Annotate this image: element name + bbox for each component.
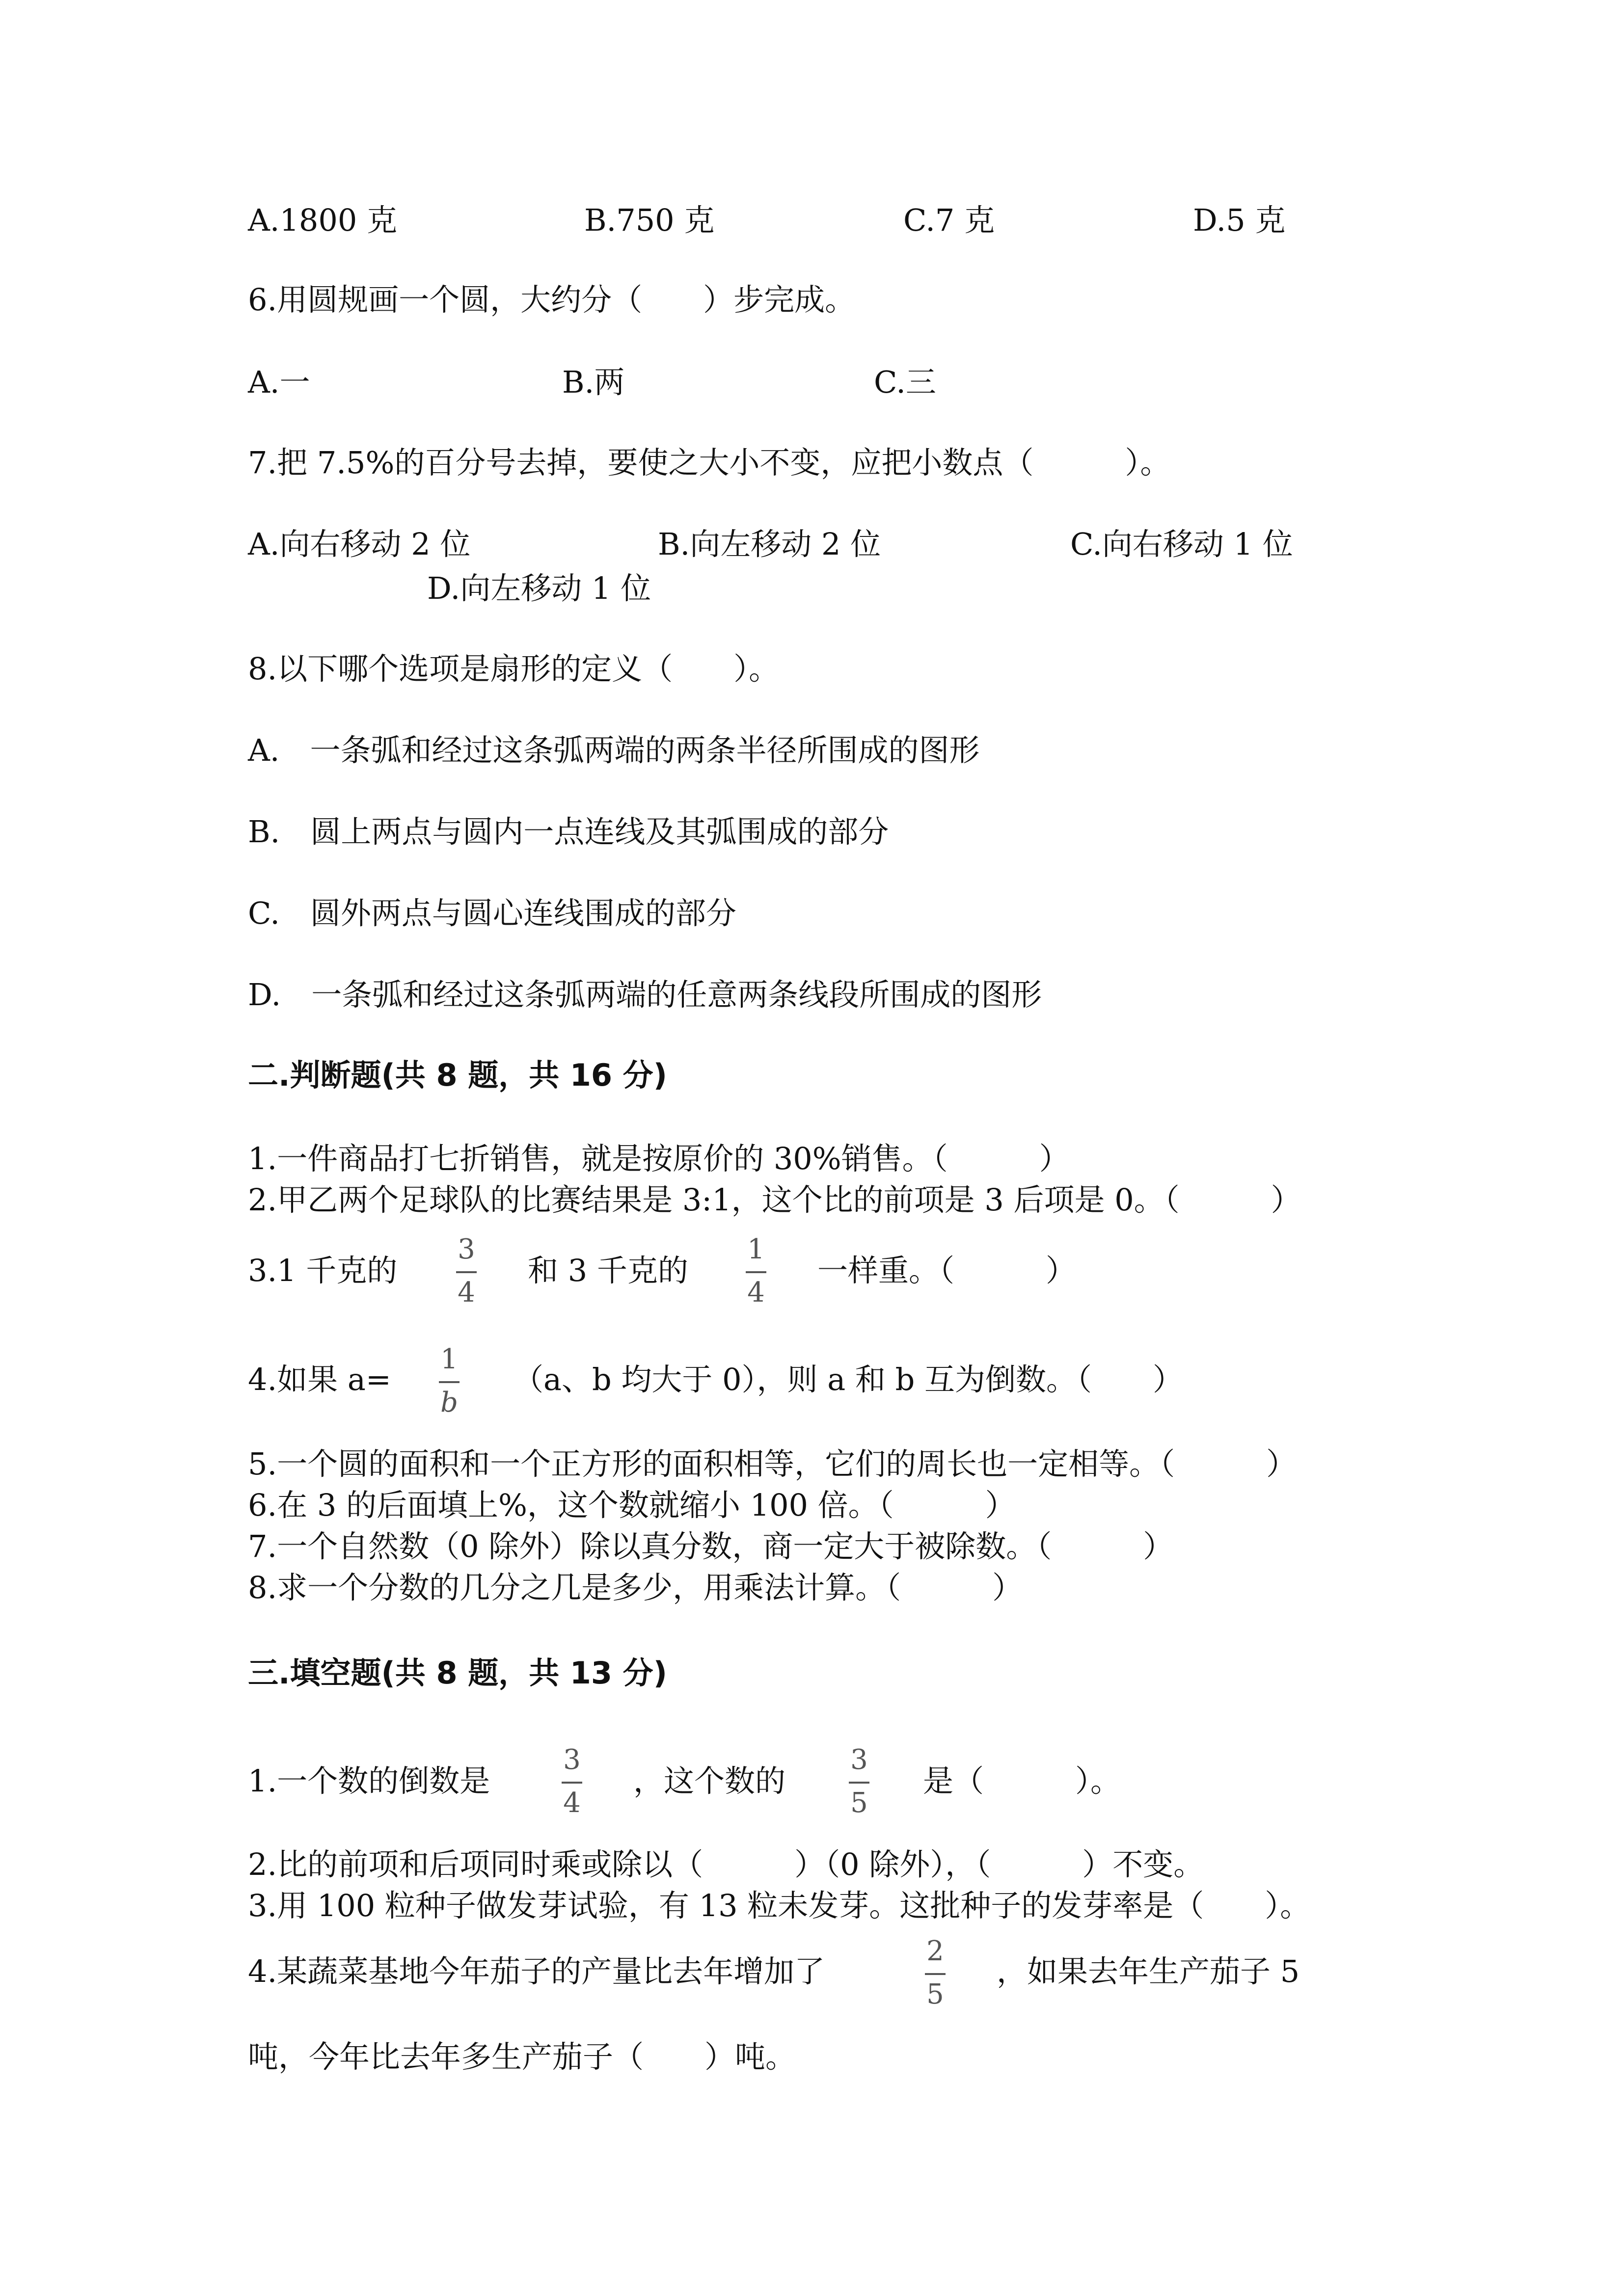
fraction-numerator: 1 (440, 1343, 458, 1375)
q5-option-a: A.1800 克 (248, 202, 397, 238)
q8-option-c: C. 圆外两点与圆心连线围成的部分 (248, 895, 736, 931)
fraction-denominator: b (440, 1387, 458, 1418)
q5-option-b: B.750 克 (584, 202, 715, 238)
fraction-denominator: 5 (850, 1787, 868, 1819)
s3-q1-fraction-1 (555, 1746, 589, 1820)
fraction-denominator: 4 (563, 1787, 581, 1819)
q7-text: 7.把 7.5%的百分号去掉，要使之大小不变，应把小数点（ ）。 (248, 445, 1171, 481)
s3-q4-part2: ，如果去年生产茄子 5 (997, 1953, 1300, 1989)
s2-q6: 6.在 3 的后面填上%，这个数就缩小 100 倍。（ ） (248, 1487, 1016, 1523)
q6-option-b: B.两 (562, 364, 625, 400)
fraction-bar (439, 1381, 460, 1383)
s2-q8: 8.求一个分数的几分之几是多少，用乘法计算。（ ） (248, 1570, 1023, 1605)
q6-option-a: A.一 (248, 364, 310, 400)
fraction-bar (925, 1973, 946, 1975)
s2-q2: 2.甲乙两个足球队的比赛结果是 3:1，这个比的前项是 3 后项是 0。（ ） (248, 1182, 1301, 1218)
q8-text: 8.以下哪个选项是扇形的定义（ ）。 (248, 651, 780, 687)
s2-q3-fraction-1 (449, 1233, 484, 1309)
s2-q3-part2: 和 3 千克的 (528, 1253, 688, 1288)
q5-option-c: C.7 克 (903, 202, 995, 238)
q7-option-c: C.向右移动 1 位 (1070, 526, 1293, 562)
section2-title: 二.判断题(共 8 题，共 16 分) (248, 1057, 667, 1093)
s2-q3-fraction-2 (739, 1233, 773, 1309)
s2-q5: 5.一个圆的面积和一个正方形的面积相等，它们的周长也一定相等。（ ） (248, 1446, 1297, 1482)
s3-q4-part1: 4.某蔬菜基地今年茄子的产量比去年增加了 (248, 1953, 825, 1989)
fraction-denominator: 5 (926, 1978, 944, 2010)
s3-q1-part1: 1.一个数的倒数是 (248, 1763, 490, 1799)
q6-text: 6.用圆规画一个圆，大约分（ ）步完成。 (248, 282, 856, 318)
s3-q3: 3.用 100 粒种子做发芽试验，有 13 粒未发芽。这批种子的发芽率是（ ）。 (248, 1888, 1311, 1923)
q5-option-d: D.5 克 (1193, 202, 1286, 238)
q7-option-d: D.向左移动 1 位 (427, 570, 651, 606)
q8-option-d: D. 一条弧和经过这条弧两端的任意两条线段所围成的图形 (248, 977, 1042, 1013)
s3-q1-part3: 是（ ）。 (923, 1763, 1121, 1799)
section3-title: 三.填空题(共 8 题，共 13 分) (248, 1655, 667, 1691)
s3-q2: 2.比的前项和后项同时乘或除以（ ）（0 除外），（ ）不变。 (248, 1846, 1204, 1882)
fraction-numerator: 3 (458, 1233, 475, 1265)
s2-q4-part1: 4.如果 a= (248, 1362, 391, 1397)
s3-q1-fraction-2 (842, 1746, 876, 1820)
s3-q1-part2: ，这个数的 (633, 1763, 786, 1799)
q8-option-a: A. 一条弧和经过这条弧两端的两条半径所围成的图形 (248, 732, 980, 768)
fraction-bar (562, 1782, 582, 1784)
fraction-numerator: 3 (563, 1744, 581, 1776)
q7-option-b: B.向左移动 2 位 (658, 526, 881, 562)
s2-q3-part3: 一样重。（ ） (817, 1253, 1077, 1288)
q6-option-c: C.三 (874, 364, 936, 400)
fraction-denominator: 4 (747, 1277, 765, 1308)
q8-option-b: B. 圆上两点与圆内一点连线及其弧围成的部分 (248, 814, 889, 850)
s3-q4-fraction (918, 1935, 952, 2011)
s3-q4-line2: 吨，今年比去年多生产茄子（ ）吨。 (248, 2039, 796, 2075)
s2-q7: 7.一个自然数（0 除外）除以真分数，商一定大于被除数。（ ） (248, 1528, 1174, 1564)
fraction-numerator: 1 (747, 1233, 765, 1265)
fraction-bar (746, 1271, 766, 1273)
s2-q4-part2: （a、b 均大于 0），则 a 和 b 互为倒数。（ ） (513, 1362, 1183, 1397)
s2-q3-part1: 3.1 千克的 (248, 1253, 398, 1288)
fraction-bar (849, 1782, 869, 1784)
fraction-denominator: 4 (458, 1277, 475, 1308)
fraction-bar (456, 1271, 477, 1273)
s2-q4-fraction (432, 1343, 466, 1419)
fraction-numerator: 2 (926, 1935, 944, 1967)
q7-option-a: A.向右移动 2 位 (248, 526, 471, 562)
fraction-numerator: 3 (850, 1744, 868, 1776)
s2-q1: 1.一件商品打七折销售，就是按原价的 30%销售。（ ） (248, 1141, 1070, 1176)
